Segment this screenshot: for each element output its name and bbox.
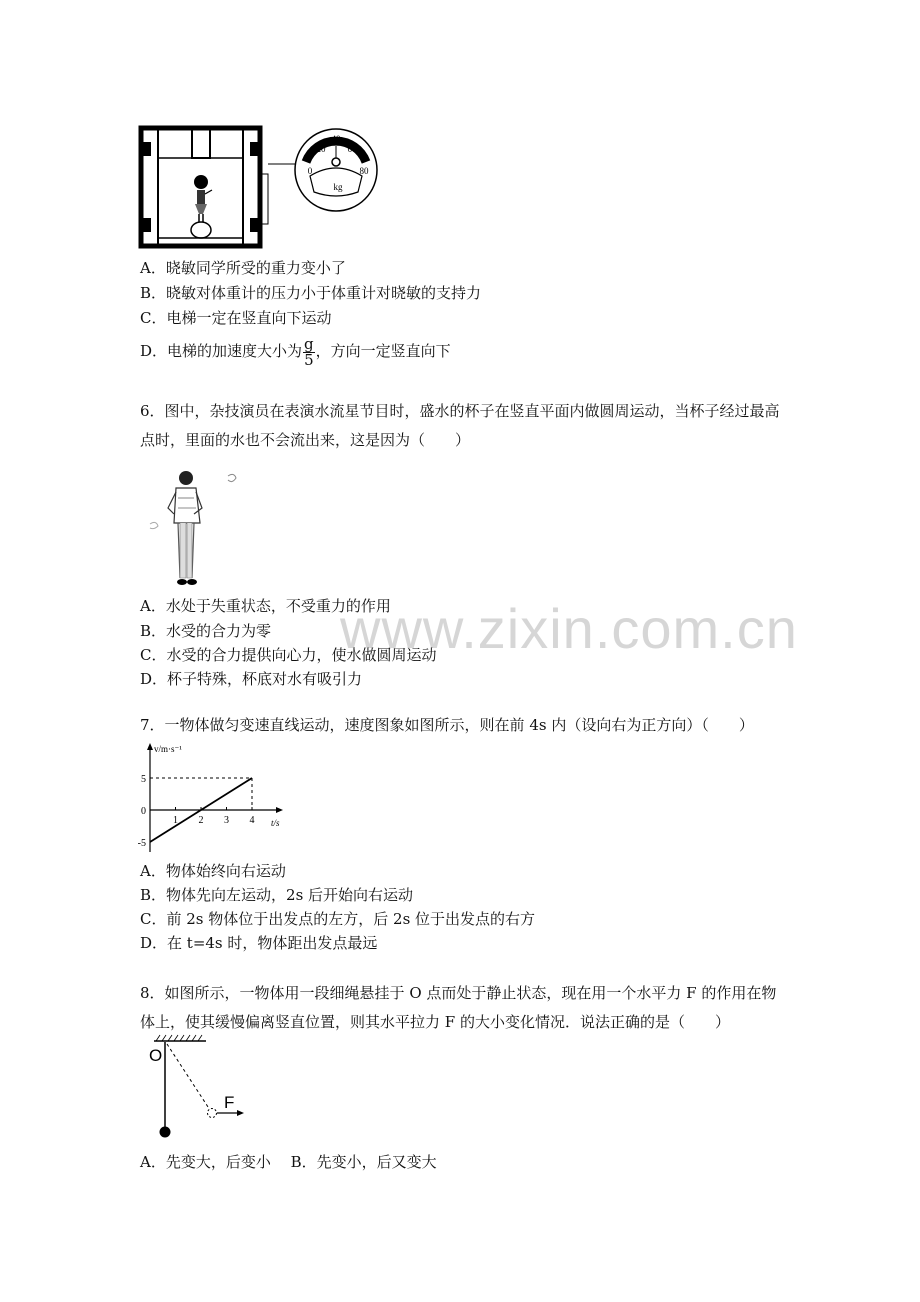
watermark: www.zixin.com.cn xyxy=(340,597,798,660)
elevator-scale-figure xyxy=(140,124,400,250)
scale-tick: 20 xyxy=(316,144,326,154)
x-tick-label: 3 xyxy=(224,815,229,826)
q7-stem: 7．一物体做匀变速直线运动，速度图象如图所示，则在前 4s 内（设向右为正方向）（ ） xyxy=(140,716,754,734)
scale-tick: 0 xyxy=(307,166,313,176)
q5-option-c: C．电梯一定在竖直向下运动 xyxy=(140,309,332,327)
fraction-denominator: 5 xyxy=(304,350,314,369)
q7-option-b: B．物体先向左运动，2s 后开始向右运动 xyxy=(140,886,414,904)
q6-option-a: A．水处于失重状态，不受重力的作用 xyxy=(140,597,391,615)
y-tick-label: -5 xyxy=(137,838,146,849)
x-tick-label: 2 xyxy=(198,815,204,826)
scale-unit: kg xyxy=(333,182,343,192)
q5-option-b: B．晓敏对体重计的压力小于体重计对晓敏的支持力 xyxy=(140,284,482,302)
q7-option-c: C．前 2s 物体位于出发点的左方，后 2s 位于出发点的右方 xyxy=(140,910,536,928)
q6-option-c: C．水受的合力提供向心力，使水做圆周运动 xyxy=(140,646,437,664)
pivot-label: O xyxy=(149,1046,163,1065)
scale-tick: 60 xyxy=(347,144,357,154)
x-tick-label: 1 xyxy=(173,815,178,826)
q6-stem: 6．图中，杂技演员在表演水流星节目时，盛水的杯子在竖直平面内做圆周运动，当杯子经过最高点时，里面的水也不会流出来，这是因为（ ） xyxy=(140,402,780,449)
force-label: F xyxy=(224,1093,235,1112)
x-axis-label: t/s xyxy=(271,818,280,828)
fraction xyxy=(303,334,315,369)
q6-option-b: B．水受的合力为零 xyxy=(140,622,272,640)
y-tick-label: 0 xyxy=(141,806,146,817)
q5-option-a: A．晓敏同学所受的重力变小了 xyxy=(140,259,346,277)
velocity-time-chart xyxy=(137,740,290,858)
q5-option-d xyxy=(140,336,451,368)
fraction-numerator: g xyxy=(304,334,314,353)
y-tick-label: 5 xyxy=(141,774,146,785)
acrobat-figure xyxy=(140,468,250,590)
q8-stem: 8．如图所示，一物体用一段细绳悬挂于 O 点而处于静止状态，现在用一个水平力 F 的作用在物体上，使其缓慢偏离竖直位置，则其水平拉力 F 的大小变化情况．说法正确的是（ ） xyxy=(140,984,777,1031)
q7-option-d: D．在 t=4s 时，物体距出发点最远 xyxy=(140,934,378,952)
y-axis-arrow xyxy=(147,743,153,750)
q5-option-d-prefix: D．电梯的加速度大小为 xyxy=(140,342,303,360)
q6-option-d: D．杯子特殊，杯底对水有吸引力 xyxy=(140,670,363,688)
q7-option-a: A．物体始终向右运动 xyxy=(140,862,286,880)
q5-option-d-suffix: ，方向一定竖直向下 xyxy=(315,342,451,360)
pendulum-figure xyxy=(140,1034,250,1144)
q8-options: A．先变大，后变小 B．先变小，后又变大 xyxy=(140,1153,437,1171)
x-axis-arrow xyxy=(276,807,283,813)
scale-tick: 40 xyxy=(331,134,341,144)
x-tick-label: 4 xyxy=(249,815,255,826)
y-axis-label: v/m·s⁻¹ xyxy=(154,744,182,754)
scale-tick: 80 xyxy=(359,166,369,176)
